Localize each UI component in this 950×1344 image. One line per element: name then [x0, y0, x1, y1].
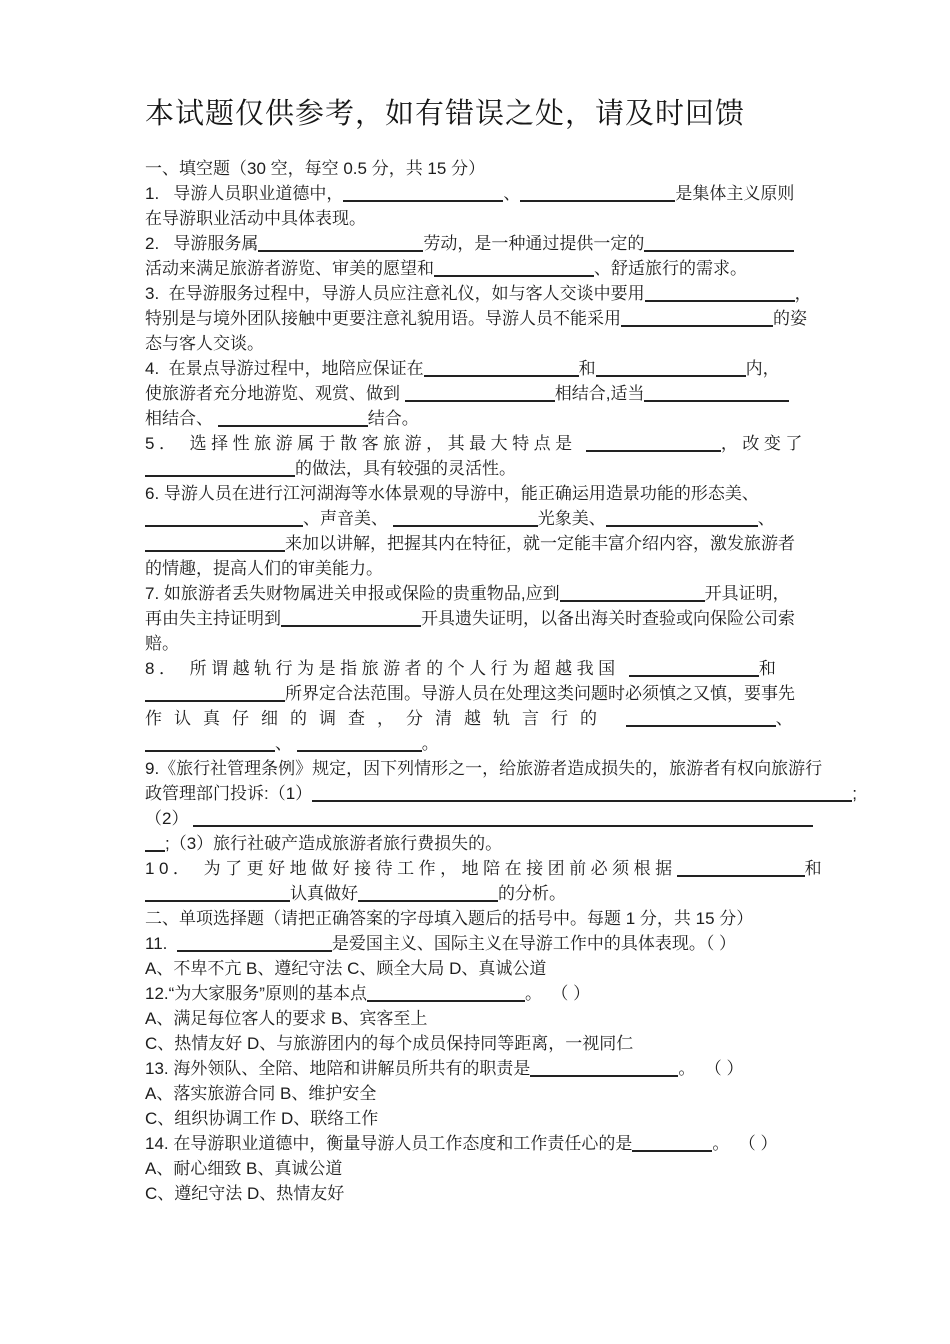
text-run: 使旅游者充分地游览、观赏、做到	[145, 384, 405, 403]
blank-field	[177, 938, 332, 952]
text-run: 、舒适旅行的需求。	[594, 259, 747, 278]
text-run: 5． 选择性旅游属于散客旅游，其最大特点是	[145, 434, 586, 453]
question-2-line-2	[145, 256, 815, 281]
blank-field	[258, 238, 423, 252]
text-run: 作认真仔细的调查，分清越轨言行的	[145, 709, 626, 728]
blank-field	[626, 713, 776, 727]
text-run: 12.“为大家服务”原则的基本点	[145, 984, 367, 1003]
text-run: C、热情友好 D、与旅游团内的每个成员保持同等距离，一视同仁	[145, 1034, 634, 1053]
text-run: 3. 在导游服务过程中，导游人员应注意礼仪，如与客人交谈中要用	[145, 284, 645, 303]
blank-field	[586, 438, 721, 452]
text-run: 6. 导游人员在进行江河湖海等水体景观的导游中，能正确运用造景功能的形态美、	[145, 484, 759, 503]
text-run: 的做法，具有较强的灵活性。	[295, 459, 516, 478]
question-1-line-1	[145, 181, 815, 206]
question-6-line-3	[145, 531, 815, 556]
question-7-line-1	[145, 581, 815, 606]
text-run: 一、填空题（30 空，每空 0.5 分，共 15 分）	[145, 159, 486, 178]
question-8-line-1	[145, 656, 815, 681]
text-run: 在导游职业活动中具体表现。	[145, 209, 366, 228]
question-4-line-1	[145, 356, 815, 381]
text-run: 13. 海外领队、全陪、地陪和讲解员所共有的职责是	[145, 1059, 531, 1078]
blank-field	[312, 788, 852, 802]
blank-field	[629, 663, 759, 677]
text-run: 4. 在景点导游过程中，地陪应保证在	[145, 359, 424, 378]
text-run: 11.	[145, 934, 177, 953]
text-run: 。 （ ）	[712, 1134, 778, 1153]
blank-field	[632, 1138, 712, 1152]
text-run: 是集体主义原则	[675, 184, 795, 203]
question-2-line-1	[145, 231, 815, 256]
text-run: 、	[275, 734, 297, 753]
blank-field	[677, 863, 805, 877]
text-run: 7. 如旅游者丢失财物属进关申报或保险的贵重物品,应到	[145, 584, 560, 603]
blank-field	[145, 688, 285, 702]
blank-field	[145, 513, 303, 527]
text-run: 相结合,适当	[554, 384, 645, 403]
blank-field	[145, 738, 275, 752]
blank-field	[644, 388, 789, 402]
blank-field	[393, 513, 538, 527]
blank-field	[424, 363, 579, 377]
text-run: ，	[794, 284, 812, 303]
blank-field	[281, 613, 421, 627]
blank-field	[218, 413, 368, 427]
text-run: 的分析。	[498, 884, 566, 903]
question-14-line-1	[145, 1131, 815, 1156]
blank-field	[596, 363, 746, 377]
question-9-line-2	[145, 781, 857, 806]
question-4-line-3	[145, 406, 815, 431]
text-run: 10． 为了更好地做好接待工作，地陪在接团前必须根据	[145, 859, 677, 878]
question-7-line-3	[145, 631, 815, 656]
blank-field	[606, 513, 758, 527]
text-run: 14. 在导游职业道德中，衡量导游人员工作态度和工作责任心的是	[145, 1134, 633, 1153]
text-run: 8． 所谓越轨行为是指旅游者的个人行为超越我国	[145, 659, 629, 678]
question-10-line-2	[145, 881, 815, 906]
text-run: 、	[503, 184, 521, 203]
text-run: 和	[804, 859, 827, 878]
text-run: 态与客人交谈。	[145, 334, 264, 353]
question-14-options-1	[145, 1156, 815, 1181]
text-run: A、落实旅游合同 B、维护安全	[145, 1084, 377, 1103]
text-run: 特别是与境外团队接触中更要注意礼貌用语。导游人员不能采用	[145, 309, 621, 328]
text-run: A、耐心细致 B、真诚公道	[145, 1159, 343, 1178]
text-run: 二、单项选择题（请把正确答案的字母填入题后的括号中。每题 1 分，共 15 分）	[145, 909, 754, 928]
text-run: 的姿	[773, 309, 807, 328]
document-title: 本试题仅供参考，如有错误之处，请及时回馈	[145, 98, 746, 130]
text-run: 认真做好	[290, 884, 358, 903]
question-4-line-2	[145, 381, 815, 406]
text-run: A、不卑不亢 B、遵纪守法 C、顾全大局 D、真诚公道	[145, 959, 547, 978]
blank-field	[645, 288, 795, 302]
question-8-line-3	[145, 706, 815, 731]
text-run: 再由失主持证明到	[145, 609, 281, 628]
blank-field	[367, 988, 525, 1002]
blank-field	[145, 463, 295, 477]
section-1-header	[145, 156, 815, 181]
section-2-header	[145, 906, 815, 931]
text-run: 政管理部门投诉:（1）	[145, 784, 313, 803]
exam-document	[145, 96, 857, 1206]
text-run: 开具证明，	[704, 584, 790, 603]
blank-field	[405, 388, 555, 402]
question-6-line-4	[145, 556, 815, 581]
blank-field	[520, 188, 675, 202]
text-run: （2）	[145, 809, 194, 828]
question-5-line-1	[145, 431, 815, 456]
text-run: 结合。	[367, 409, 419, 428]
text-run: A、满足每位客人的要求 B、宾客至上	[145, 1009, 428, 1028]
blank-field	[530, 1063, 678, 1077]
blank-field	[145, 838, 165, 852]
text-run: 光象美、	[537, 509, 606, 528]
text-run: 来加以讲解，把握其内在特征，就一定能丰富介绍内容，激发旅游者	[285, 534, 795, 553]
text-run: ，改变了	[720, 434, 807, 453]
question-8-line-4	[145, 731, 815, 756]
question-13-line-1	[145, 1056, 815, 1081]
text-run: 。	[421, 734, 439, 753]
question-7-line-2	[145, 606, 815, 631]
blank-field	[343, 188, 503, 202]
blank-field	[644, 238, 794, 252]
blank-field	[358, 888, 498, 902]
text-run: 活动来满足旅游者游览、审美的愿望和	[145, 259, 434, 278]
text-run: 的情趣，提高人们的审美能力。	[145, 559, 383, 578]
text-run: 2. 导游服务属	[145, 234, 259, 253]
question-6-line-2	[145, 506, 815, 531]
blank-field	[297, 738, 422, 752]
question-9-line-4	[145, 831, 815, 856]
text-run: C、遵纪守法 D、热情友好	[145, 1184, 345, 1203]
text-run: ;	[852, 784, 857, 803]
question-3-line-2	[145, 306, 815, 331]
question-11-line-1	[145, 931, 815, 956]
question-9-line-1	[145, 756, 823, 781]
text-run: 劳动，是一种通过提供一定的	[423, 234, 645, 253]
question-5-line-2	[145, 456, 815, 481]
text-run: 和	[758, 659, 781, 678]
blank-field	[145, 888, 290, 902]
question-12-options-1	[145, 1006, 815, 1031]
question-3-line-3	[145, 331, 815, 356]
question-9-line-3	[145, 806, 815, 831]
text-run: 、	[757, 509, 775, 528]
text-run: 1. 导游人员职业道德中，	[145, 184, 344, 203]
question-3-line-1	[145, 281, 815, 306]
blank-field	[145, 538, 285, 552]
text-run: 所界定合法范围。导游人员在处理这类问题时必须慎之又慎，要事先	[285, 684, 795, 703]
blank-field	[193, 813, 813, 827]
text-run: 开具遗失证明，以备出海关时查验或向保险公司索	[421, 609, 795, 628]
blank-field	[621, 313, 773, 327]
question-8-line-2	[145, 681, 815, 706]
text-run: 、	[775, 709, 805, 728]
text-run: ;（3）旅行社破产造成旅游者旅行费损失的。	[165, 834, 503, 853]
question-14-options-2	[145, 1181, 815, 1206]
question-11-options	[145, 956, 815, 981]
text-run: 相结合、	[145, 409, 218, 428]
question-13-options-1	[145, 1081, 815, 1106]
text-run: 。 （ ）	[524, 984, 591, 1003]
text-run: 赔。	[145, 634, 179, 653]
text-run: 内，	[745, 359, 780, 378]
text-run: C、组织协调工作 D、联络工作	[145, 1109, 379, 1128]
text-run: 是爱国主义、国际主义在导游工作中的具体表现。（ ）	[331, 934, 737, 953]
question-13-options-2	[145, 1106, 815, 1131]
question-1-line-2	[145, 206, 815, 231]
question-10-line-1	[145, 856, 827, 881]
document-body	[145, 156, 857, 1206]
question-12-line-1	[145, 981, 815, 1006]
question-12-options-2	[145, 1031, 815, 1056]
text-run: 。 （ ）	[678, 1059, 744, 1078]
question-6-line-1	[145, 481, 815, 506]
text-run: 9.《旅行社管理条例》规定，因下列情形之一，给旅游者造成损失的，旅游者有权向旅游行	[145, 759, 823, 778]
text-run: 和	[578, 359, 596, 378]
blank-field	[560, 588, 705, 602]
text-run: 、声音美、	[303, 509, 393, 528]
blank-field	[434, 263, 594, 277]
